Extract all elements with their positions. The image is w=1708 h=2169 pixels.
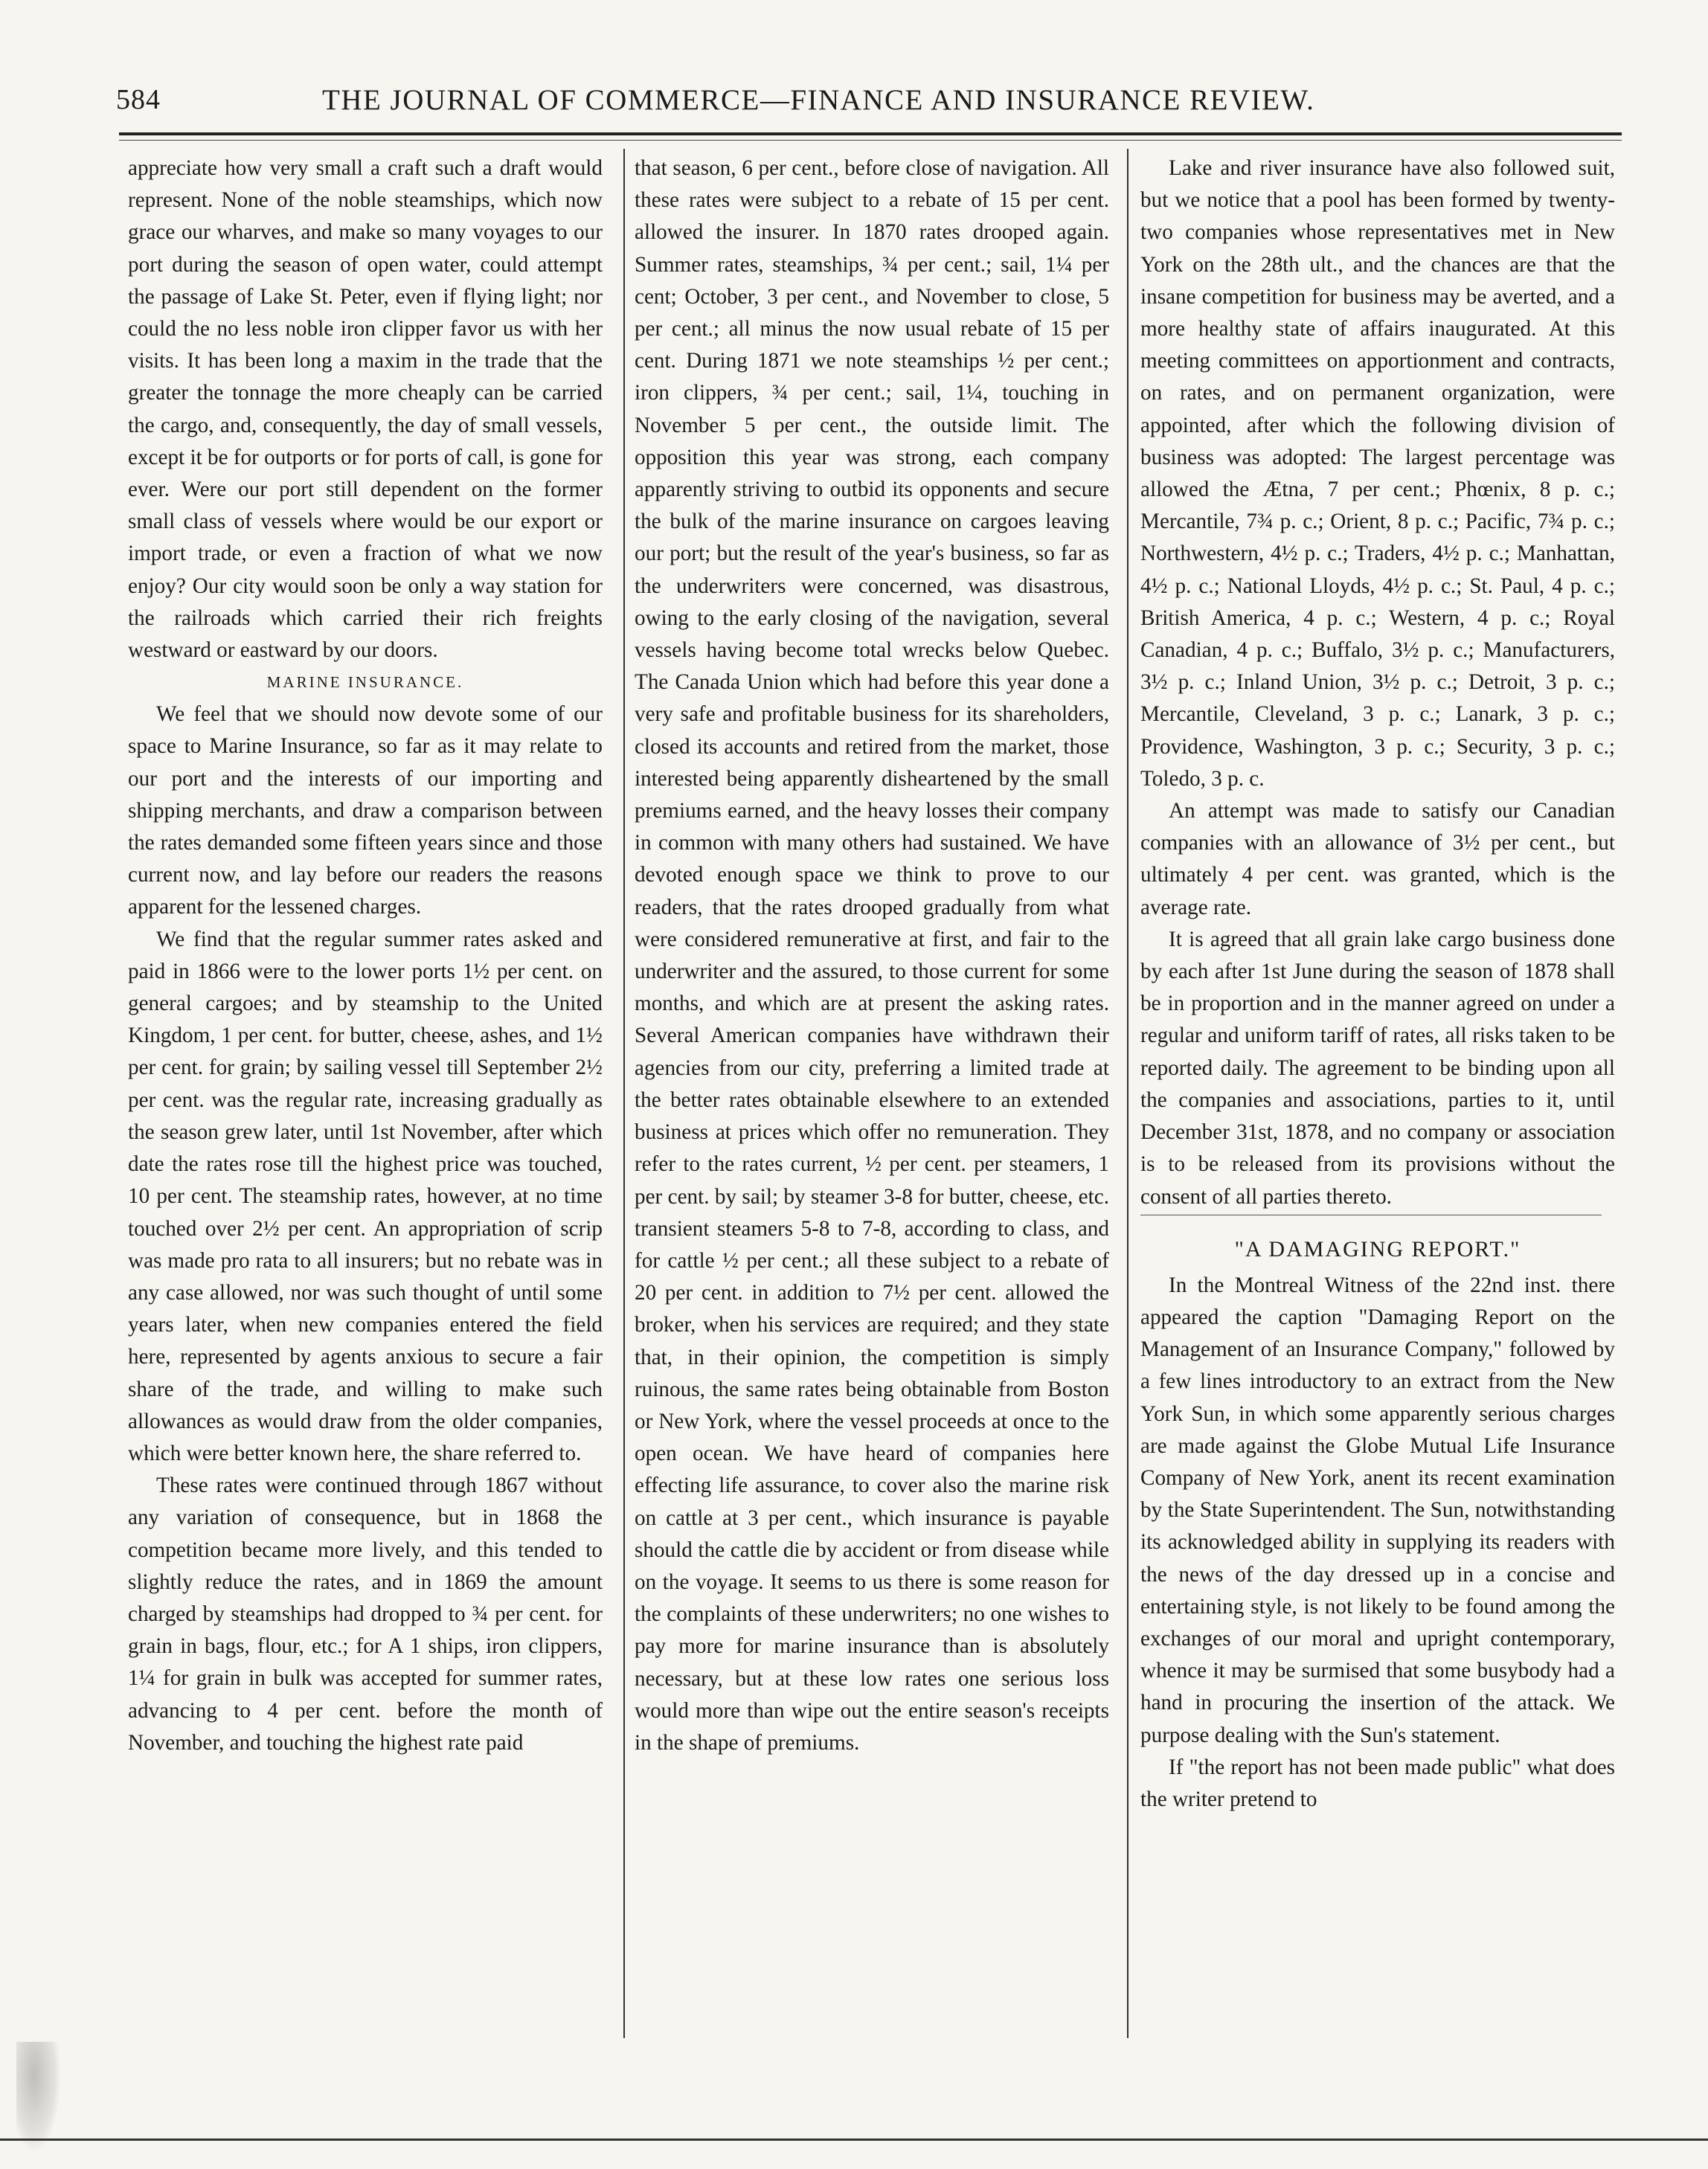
column-divider-right xyxy=(1127,149,1128,2038)
paragraph: An attempt was made to satisfy our Canadian companies with an allowance of 3½ per cent., but ultimately 4 per cent. was granted, which is the average rate. xyxy=(1140,799,1615,919)
paragraph: that season, 6 per cent., before close of navigation. All these rates were subject to a rebate of 15 per cent. allowed the insurer. In 1870 rates drooped again. Summer rates, steamships, ¾ per cent.; sail, 1¼ per cent; October, 3 per cent., and November to close, 5 per cent.; all minus the now usual rebate of 15 per cent. During 1871 we note steamships ½ per cent.; iron clippers, ¾ per cent.; sail, 1¼, touching in November 5 per cent., the outside limit. The opposition this year was strong, each company apparently striving to outbid its opponents and secure the bulk of the marine insurance on cargoes leaving our port; but the result of the year's business, so far as the underwriters were concerned, was disastrous, owing to the early closing of the navigation, several vessels having become total wrecks below Quebec. The Canada Union which had before this year done a very safe and profitable business for its shareholders, closed its accounts and retired from the market, those interested being apparently disheartened by the small premiums earned, and the heavy losses their company in common with many others had sustained. We have devoted enough space we think to prove to our readers, that the rates drooped gradually from what were considered remunerative at first, and fair to the underwriter and the assured, to those current for some months, and which are at present the asking rates. Several American companies have withdrawn their agencies from our city, preferring a limited trade at the better rates obtainable elsewhere to an extended business at prices which offer no remuneration. They refer to the rates current, ½ per cent. per steamers, 1 per cent. by sail; by steamer 3-8 for butter, cheese, etc. transient steamers 5-8 to 7-8, according to class, and for cattle ½ per cent.; all these subject to a rebate of 20 per cent. in addition to 7½ per cent. allowed the broker, when his services are required; and they state that, in their opinion, the competition is simply ruinous, the same rates being obtainable from Boston or New York, where the vessel proceeds at once to the open ocean. We have heard of companies here effecting life assurance, to cover also the marine risk on cattle at 3 per cent., which insurance is payable should the cattle die by accident or from disease while on the voyage. It seems to us there is some reason for the complaints of these underwriters; no one wishes to pay more for marine insurance than is absolutely necessary, but at these low rates one serious loss would more than wipe out the entire season's receipts in the shape of premiums. xyxy=(635,156,1109,1755)
paragraph: appreciate how very small a craft such a draft would represent. None of the noble steamships, which now grace our wharves, and make so many voyages to our port during the season of open water, could attempt the passage of Lake St. Peter, even if flying light; nor could the no less noble iron clipper favor us with her visits. It has been long a maxim in the trade that the greater the tonnage the more cheaply can be carried the cargo, and, consequently, the day of small vessels, except it be for outports or for ports of call, is gone for ever. Were our port still dependent on the former small class of vessels where would be our export or import trade, or even a fraction of what we now enjoy? Our city would soon be only a way station for the railroads which carried their rich freights westward or eastward by our doors. xyxy=(128,156,603,663)
section-heading-damaging-report: "A DAMAGING REPORT." xyxy=(1234,1236,1521,1262)
page-number: 584 xyxy=(116,84,161,115)
page-header xyxy=(110,83,1624,128)
running-title: THE JOURNAL OF COMMERCE—FINANCE AND INSURANCE REVIEW. xyxy=(322,84,1315,116)
header-rule-thin xyxy=(119,140,1622,141)
column-divider-left xyxy=(623,149,625,2038)
header-rule-thick xyxy=(119,132,1622,135)
scan-artifact xyxy=(16,2042,61,2153)
column-2 xyxy=(635,152,1109,1759)
column-3 xyxy=(1140,152,1615,1816)
paragraph: We find that the regular summer rates asked and paid in 1866 were to the lower ports 1½ per cent. on general cargoes; and by steamship to the United Kingdom, 1 per cent. for butter, cheese, ashes, and 1½ per cent. for grain; by sailing vessel till September 2½ per cent. was the regular rate, increasing gradually as the season grew later, until 1st November, after which date the rates rose till the highest price was touched, 10 per cent. The steamship rates, however, at no time touched over 2½ per cent. An appropriation of scrip was made pro rata to all insurers; but no rebate was in any case allowed, nor was such thought of until some years later, when new companies entered the field here, represented by agents anxious to secure a fair share of the trade, and willing to make such allowances as would draw from the older companies, which were better known here, the share referred to. xyxy=(128,927,603,1465)
paragraph: We feel that we should now devote some of our space to Marine Insurance, so far as it may relate to our port and the interests of our importing and shipping merchants, and draw a comparison between the rates demanded some fifteen years since and those current now, and lay before our readers the reasons apparent for the lessened charges. xyxy=(128,702,603,919)
paragraph: Lake and river insurance have also followed suit, but we notice that a pool has been formed by twenty-two companies whose representatives met in New York on the 28th ult., and the chances are that the insane competition for business may be averted, and a more healthy state of affairs inaugurated. At this meeting committees on apportionment and contracts, on rates, and on permanent organization, were appointed, after which the following division of business was adopted: The largest percentage was allowed the Ætna, 7 per cent.; Phœnix, 8 p. c.; Mercantile, 7¾ p. c.; Orient, 8 p. c.; Pacific, 7¾ p. c.; Northwestern, 4½ p. c.; Traders, 4½ p. c.; Manhattan, 4½ p. c.; National Lloyds, 4½ p. c.; St. Paul, 4 p. c.; British America, 4 p. c.; Western, 4 p. c.; Royal Canadian, 4 p. c.; Buffalo, 3½ p. c.; Manufacturers, 3½ p. c.; Inland Union, 3½ p. c.; Detroit, 3 p. c.; Mercantile, Cleveland, 3 p. c.; Lanark, 3 p. c.; Providence, Washington, 3 p. c.; Security, 3 p. c.; Toledo, 3 p. c. xyxy=(1140,156,1615,791)
column-1 xyxy=(128,152,603,1759)
bottom-edge-rule xyxy=(0,2139,1708,2141)
section-heading-marine-insurance: MARINE INSURANCE. xyxy=(266,673,464,692)
paragraph: These rates were continued through 1867 without any variation of consequence, but in 1868 the competition became more lively, and this tended to slightly reduce the rates, and in 1869 the amount charged by steamships had dropped to ¾ per cent. for grain in bags, flour, etc.; for A 1 ships, iron clippers, 1¼ for grain in bulk was accepted for summer rates, advancing to 4 per cent. before the month of November, and touching the highest rate paid xyxy=(128,1474,603,1755)
paragraph: If "the report has not been made public" what does the writer pretend to xyxy=(1140,1755,1615,1811)
paragraph: In the Montreal Witness of the 22nd inst. there appeared the caption "Damaging Report on the Management of an Insurance Company," followed by a few lines introductory to an extract from the New York Sun, in which some apparently serious charges are made against the Globe Mutual Life Insurance Company of New York, anent its recent examination by the State Superintendent. The Sun, notwithstanding its acknowledged ability in supplying its readers with the news of the day dressed up in a concise and entertaining style, is not likely to be found among the exchanges of our moral and upright contemporary, whence it may be surmised that some busybody had a hand in procuring the insertion of the attack. We purpose dealing with the Sun's statement. xyxy=(1140,1273,1615,1747)
paragraph: It is agreed that all grain lake cargo business done by each after 1st June during the season of 1878 shall be in proportion and in the manner agreed on under a regular and uniform tariff of rates, all risks taken to be reported daily. The agreement to be binding upon all the companies and associations, parties to it, until December 31st, 1878, and no company or association is to be released from its provisions without the consent of all parties thereto. xyxy=(1140,927,1615,1209)
